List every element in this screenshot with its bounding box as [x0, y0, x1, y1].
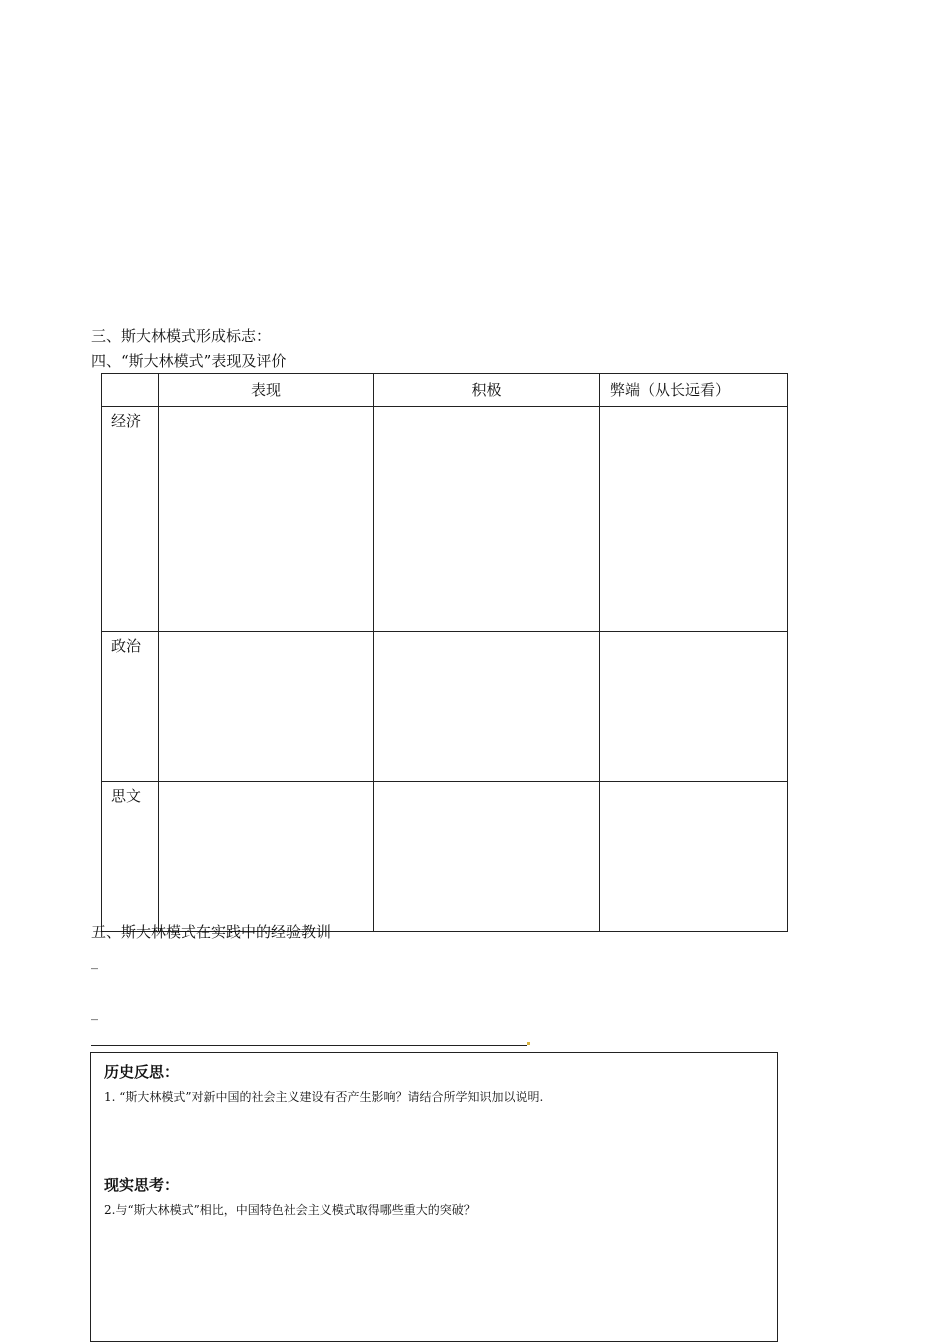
table-row: [102, 782, 788, 932]
answer-cell[interactable]: [600, 632, 788, 782]
history-reflection-title: 历史反思：: [104, 1063, 180, 1081]
table-row: [102, 632, 788, 782]
reflection-box: [90, 1052, 778, 1342]
header-cell-positive: 积极: [374, 374, 600, 407]
answer-cell[interactable]: [374, 632, 600, 782]
row-label-economy: 经济: [102, 407, 159, 632]
evaluation-table: [101, 373, 788, 932]
question-2: 2.与“斯大林模式”相比，中国特色社会主义模式取得哪些重大的突破？: [104, 1203, 476, 1217]
section-4-heading: 四、“斯大林模式”表现及评价: [91, 352, 287, 370]
header-cell-empty: [102, 374, 159, 407]
table-row: [102, 407, 788, 632]
table-header-row: [102, 374, 788, 407]
mark-dot: [527, 1042, 530, 1045]
row-label-politics: 政治: [102, 632, 159, 782]
section-3-heading: 三、斯大林模式形成标志：: [91, 327, 272, 345]
answer-blank-2: _: [91, 1005, 98, 1021]
row-label-culture: 思文: [102, 782, 159, 932]
answer-cell[interactable]: [159, 632, 374, 782]
question-1: 1. “斯大林模式”对新中国的社会主义建设有否产生影响？请结合所学知识加以说明.: [104, 1090, 544, 1104]
reality-thinking-title: 现实思考：: [104, 1176, 180, 1194]
answer-cell[interactable]: [159, 407, 374, 632]
answer-cell[interactable]: [374, 782, 600, 932]
answer-underline: [91, 1045, 527, 1046]
answer-cell[interactable]: [600, 407, 788, 632]
header-cell-drawbacks: 弊端（从长远看）: [600, 374, 788, 407]
answer-cell[interactable]: [600, 782, 788, 932]
answer-blank-1: _: [91, 954, 98, 970]
header-cell-manifestation: 表现: [159, 374, 374, 407]
section-5-heading: 五、斯大林模式在实践中的经验教训: [91, 923, 332, 941]
answer-cell[interactable]: [374, 407, 600, 632]
answer-cell[interactable]: [159, 782, 374, 932]
